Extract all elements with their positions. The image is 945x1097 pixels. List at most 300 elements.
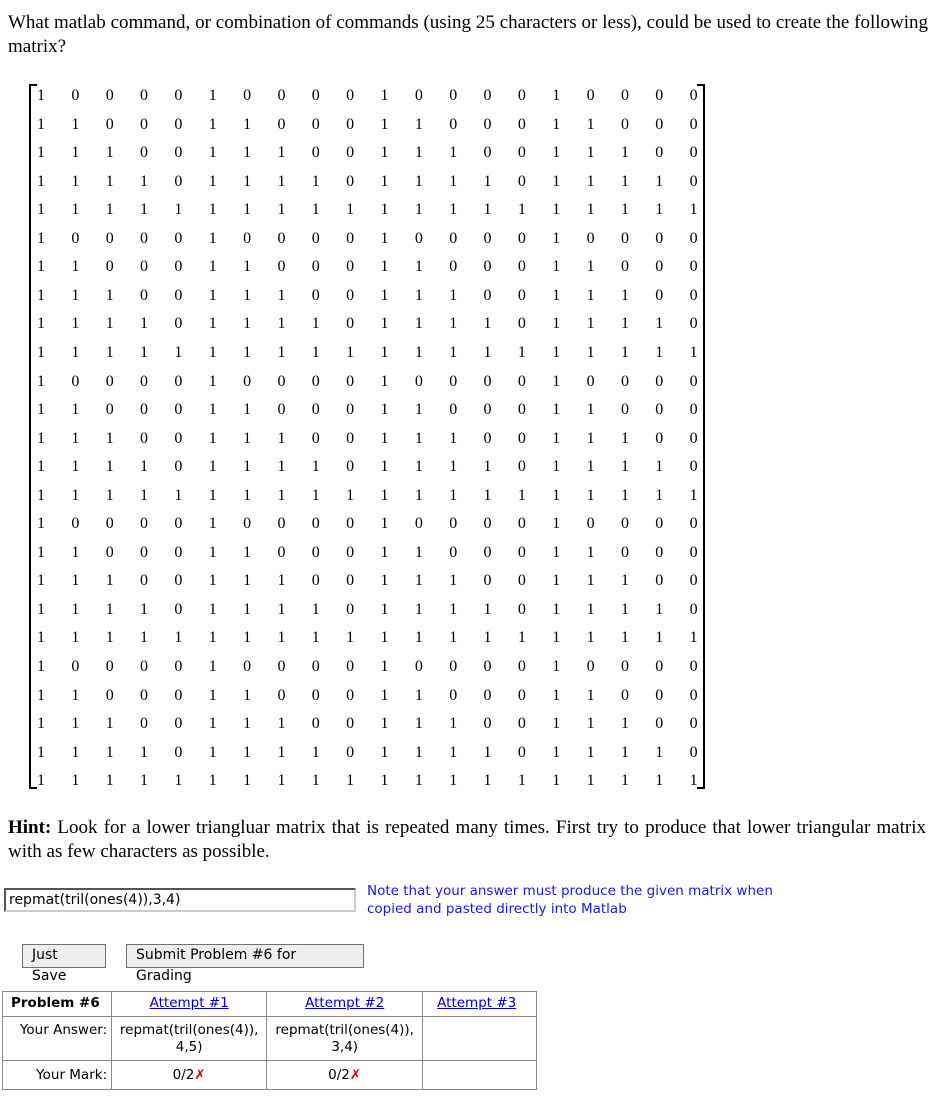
- matrix-cell: 0: [689, 258, 698, 276]
- matrix-cell: 1: [208, 686, 217, 704]
- your-answer-label: Your Answer:: [3, 1017, 112, 1061]
- matrix-cell: 0: [174, 372, 183, 390]
- matrix-cell: 0: [517, 515, 526, 533]
- matrix-cell: 0: [243, 515, 252, 533]
- matrix-cell: 1: [243, 600, 252, 618]
- matrix-cell: 1: [346, 629, 355, 647]
- matrix-cell: 0: [243, 658, 252, 675]
- matrix-cell: 1: [689, 486, 698, 504]
- matrix-cell: 1: [277, 458, 286, 476]
- matrix-cell: 1: [346, 772, 355, 790]
- matrix-cell: 1: [208, 743, 217, 761]
- matrix-cell: 1: [483, 172, 492, 190]
- matrix-cell: 1: [620, 486, 629, 504]
- matrix-cell: 0: [655, 87, 664, 104]
- matrix-cell: 1: [380, 686, 389, 704]
- matrix-cell: 1: [243, 629, 252, 647]
- matrix-cell: 0: [277, 658, 286, 675]
- matrix-cell: 0: [483, 87, 492, 104]
- attempt-2-answer-line1: repmat(tril(ones(4)),: [275, 1022, 414, 1038]
- matrix-cell: 1: [37, 629, 45, 647]
- matrix-cell: 0: [346, 172, 355, 190]
- attempt-2-link[interactable]: Attempt #2: [305, 995, 385, 1011]
- matrix-cell: 1: [449, 486, 458, 504]
- matrix-cell: 1: [243, 715, 252, 733]
- matrix-cell: 1: [620, 600, 629, 618]
- matrix-cell: 1: [552, 343, 561, 361]
- matrix-cell: 1: [483, 458, 492, 476]
- matrix-cell: 0: [277, 115, 286, 133]
- matrix-cell: 0: [311, 115, 320, 133]
- matrix-cell: 1: [208, 772, 217, 790]
- matrix-cell: 1: [380, 401, 389, 419]
- matrix-cell: 0: [346, 115, 355, 133]
- matrix-cell: 1: [552, 172, 561, 190]
- matrix-cell: 1: [174, 629, 183, 647]
- matrix-cell: 1: [414, 629, 423, 647]
- matrix-cell: 1: [105, 201, 114, 219]
- matrix-cell: 0: [277, 87, 286, 104]
- matrix-cell: 0: [483, 515, 492, 533]
- matrix-cell: 1: [414, 401, 423, 419]
- matrix-cell: 0: [174, 172, 183, 190]
- matrix-cell: 1: [105, 629, 114, 647]
- matrix-cell: 0: [311, 229, 320, 247]
- matrix-cell: 0: [277, 229, 286, 247]
- matrix-cell: 1: [37, 715, 45, 733]
- wrong-x-icon: ✗: [194, 1067, 206, 1083]
- matrix-cell: 1: [311, 486, 320, 504]
- matrix-cell: 0: [346, 87, 355, 104]
- matrix-cell: 1: [208, 229, 217, 247]
- attempt-1-answer: [112, 1017, 267, 1061]
- matrix-cell: 0: [311, 572, 320, 590]
- matrix-cell: 1: [140, 343, 149, 361]
- matrix-cell: 1: [586, 458, 595, 476]
- matrix-cell: 1: [208, 458, 217, 476]
- matrix-cell: 1: [37, 486, 45, 504]
- matrix-cell: 1: [311, 458, 320, 476]
- matrix-cell: 1: [208, 543, 217, 561]
- matrix-cell: 1: [449, 743, 458, 761]
- matrix-cell: 1: [208, 715, 217, 733]
- matrix-cell: 1: [105, 144, 114, 162]
- matrix-cell: 1: [552, 743, 561, 761]
- matrix-cell: 0: [517, 315, 526, 333]
- matrix-cell: 0: [655, 715, 664, 733]
- matrix-cell: 1: [620, 201, 629, 219]
- matrix-cell: 1: [174, 201, 183, 219]
- matrix-cell: 0: [517, 600, 526, 618]
- matrix-cell: 1: [37, 743, 45, 761]
- matrix-cell: 1: [174, 486, 183, 504]
- matrix-cell: 0: [517, 372, 526, 390]
- matrix-cell: 1: [449, 343, 458, 361]
- matrix-cell: 0: [174, 515, 183, 533]
- matrix-cell: 1: [208, 629, 217, 647]
- matrix-cell: 1: [105, 172, 114, 190]
- matrix-cell: 1: [655, 201, 664, 219]
- matrix-cell: 0: [140, 543, 149, 561]
- matrix-cell: 0: [346, 715, 355, 733]
- matrix-cell: 1: [380, 486, 389, 504]
- matrix-cell: 0: [174, 401, 183, 419]
- matrix-cell: 1: [243, 743, 252, 761]
- matrix-cell: 1: [586, 715, 595, 733]
- matrix-cell: 1: [105, 715, 114, 733]
- matrix-cell: 1: [71, 201, 80, 219]
- matrix-cell: 0: [449, 543, 458, 561]
- matrix-cell: 1: [586, 258, 595, 276]
- matrix-cell: 1: [449, 572, 458, 590]
- matrix-cell: 1: [620, 715, 629, 733]
- matrix-cell: 0: [414, 372, 423, 390]
- matrix-cell: 1: [140, 743, 149, 761]
- matrix-cell: 1: [552, 515, 561, 533]
- matrix-cell: 0: [414, 87, 423, 104]
- matrix-cell: 0: [346, 543, 355, 561]
- matrix-cell: 1: [140, 201, 149, 219]
- matrix-cell: 0: [346, 572, 355, 590]
- matrix-cell: 0: [689, 401, 698, 419]
- matrix-cell: 1: [552, 543, 561, 561]
- matrix-cell: 1: [586, 172, 595, 190]
- answer-input[interactable]: repmat(tril(ones(4)),3,4): [4, 888, 356, 912]
- matrix-cell: 1: [552, 87, 561, 104]
- matrix-cell: 1: [655, 343, 664, 361]
- matrix-cell: 1: [105, 458, 114, 476]
- matrix-cell: 1: [243, 144, 252, 162]
- matrix-cell: 1: [105, 572, 114, 590]
- matrix-cell: 1: [208, 144, 217, 162]
- matrix-cell: 1: [208, 572, 217, 590]
- matrix-cell: 1: [586, 343, 595, 361]
- matrix-cell: 1: [243, 429, 252, 447]
- matrix-cell: 1: [449, 458, 458, 476]
- matrix-cell: 0: [449, 686, 458, 704]
- matrix-cell: 1: [449, 715, 458, 733]
- matrix-cell: 0: [277, 372, 286, 390]
- matrix-cell: 1: [380, 229, 389, 247]
- matrix-cell: 1: [414, 172, 423, 190]
- matrix-cell: 1: [552, 115, 561, 133]
- matrix-cell: 1: [37, 515, 45, 533]
- matrix-cell: 0: [174, 87, 183, 104]
- matrix-cell: 1: [620, 343, 629, 361]
- matrix-cell: 1: [243, 772, 252, 790]
- matrix-cell: 1: [140, 172, 149, 190]
- matrix-cell: 1: [586, 572, 595, 590]
- matrix-cell: 0: [483, 429, 492, 447]
- matrix-cell: 1: [277, 772, 286, 790]
- matrix-cell: 0: [277, 543, 286, 561]
- matrix-cell: 1: [655, 172, 664, 190]
- matrix-cell: 1: [37, 372, 45, 390]
- matrix-cell: 1: [174, 343, 183, 361]
- matrix-cell: 1: [552, 429, 561, 447]
- matrix-cell: 1: [243, 543, 252, 561]
- matrix-cell: 1: [37, 87, 45, 104]
- matrix-cell: 0: [689, 543, 698, 561]
- matrix-cell: 1: [655, 743, 664, 761]
- matrix-cell: 0: [174, 743, 183, 761]
- matrix-cell: 1: [208, 315, 217, 333]
- matrix-cell: 1: [277, 486, 286, 504]
- matrix-cell: 0: [483, 286, 492, 304]
- matrix-cell: 1: [277, 201, 286, 219]
- matrix-cell: 1: [71, 401, 80, 419]
- attempt-2-answer-line2: 3,4): [331, 1039, 359, 1055]
- matrix-cell: 1: [277, 743, 286, 761]
- attempt-2-answer: [267, 1017, 423, 1061]
- matrix-cell: 0: [140, 372, 149, 390]
- matrix-cell: 0: [277, 258, 286, 276]
- matrix-cell: 1: [243, 486, 252, 504]
- matrix-cell: 0: [620, 515, 629, 533]
- marks-row: [3, 1061, 537, 1090]
- matrix-cell: 1: [243, 343, 252, 361]
- matrix-cell: 1: [71, 258, 80, 276]
- matrix-cell: 1: [243, 572, 252, 590]
- matrix-cell: 0: [311, 429, 320, 447]
- matrix-cell: 1: [552, 401, 561, 419]
- matrix-cell: 0: [655, 401, 664, 419]
- matrix-cell: 1: [277, 715, 286, 733]
- matrix-cell: 0: [449, 229, 458, 247]
- matrix-cell: 1: [517, 629, 526, 647]
- matrix-cell: 0: [174, 715, 183, 733]
- matrix-cell: 1: [586, 772, 595, 790]
- matrix-cell: 1: [449, 772, 458, 790]
- matrix-cell: 1: [208, 658, 217, 675]
- matrix-cell: 1: [414, 429, 423, 447]
- matrix-cell: 1: [105, 315, 114, 333]
- matrix-cell: 1: [380, 658, 389, 675]
- matrix-cell: 1: [37, 543, 45, 561]
- attempt-1-mark-value: 0/2: [172, 1067, 195, 1083]
- matrix-cell: 0: [517, 229, 526, 247]
- matrix-cell: 1: [208, 515, 217, 533]
- matrix-cell: 0: [140, 286, 149, 304]
- matrix-cell: 1: [243, 458, 252, 476]
- matrix-cell: 0: [243, 87, 252, 104]
- matrix-cell: 0: [346, 686, 355, 704]
- matrix-cell: 1: [37, 229, 45, 247]
- matrix-cell: 0: [346, 258, 355, 276]
- matrix-cell: 1: [208, 201, 217, 219]
- matrix-cell: 0: [689, 458, 698, 476]
- matrix-cell: 1: [105, 772, 114, 790]
- matrix-cell: 0: [689, 658, 698, 675]
- matrix-cell: 0: [105, 401, 114, 419]
- matrix-cell: 0: [71, 372, 80, 390]
- matrix-cell: 0: [346, 658, 355, 675]
- matrix-cell: 1: [655, 772, 664, 790]
- matrix-cell: 1: [208, 87, 217, 104]
- answers-row: [3, 1017, 537, 1061]
- attempt-1-mark: [112, 1061, 267, 1090]
- matrix-cell: 1: [586, 600, 595, 618]
- matrix-cell: 1: [449, 629, 458, 647]
- matrix-cell: 1: [380, 629, 389, 647]
- matrix-cell: 1: [586, 629, 595, 647]
- matrix-cell: 0: [655, 515, 664, 533]
- matrix-cell: 0: [517, 572, 526, 590]
- attempt-3-link[interactable]: Attempt #3: [437, 995, 517, 1011]
- matrix-cell: 0: [517, 686, 526, 704]
- matrix-cell: 0: [517, 115, 526, 133]
- matrix-cell: 1: [552, 201, 561, 219]
- just-save-button[interactable]: Just Save: [22, 944, 106, 968]
- matrix-cell: 0: [586, 229, 595, 247]
- matrix-cell: 1: [71, 600, 80, 618]
- attempt-3-answer: [423, 1017, 537, 1061]
- matrix-cell: 1: [552, 715, 561, 733]
- matrix-cell: 1: [277, 600, 286, 618]
- matrix-cell: 1: [586, 686, 595, 704]
- matrix-cell: 1: [243, 115, 252, 133]
- matrix-cell: 0: [517, 144, 526, 162]
- submit-button[interactable]: Submit Problem #6 for Grading: [126, 944, 364, 968]
- matrix-cell: 1: [380, 87, 389, 104]
- matrix-cell: 0: [620, 115, 629, 133]
- answer-note: Note that your answer must produce the given matrix when copied and pasted directly into Matlab: [367, 883, 773, 917]
- matrix-cell: 0: [311, 401, 320, 419]
- matrix-cell: 0: [140, 658, 149, 675]
- matrix-cell: 0: [483, 144, 492, 162]
- matrix-cell: 1: [414, 743, 423, 761]
- matrix-cell: 1: [37, 772, 45, 790]
- matrix-cell: 0: [105, 658, 114, 675]
- matrix-cell: 0: [689, 429, 698, 447]
- matrix-cell: 0: [449, 87, 458, 104]
- matrix-cell: 0: [483, 715, 492, 733]
- matrix-cell: 0: [346, 515, 355, 533]
- matrix-cell: 1: [414, 600, 423, 618]
- matrix-cell: 1: [71, 772, 80, 790]
- matrix-cell: 1: [517, 343, 526, 361]
- matrix-cell: 1: [71, 486, 80, 504]
- matrix-cell: 1: [311, 772, 320, 790]
- matrix-cell: 1: [277, 286, 286, 304]
- question-text: What matlab command, or combination of commands (using 25 characters or less), could be used to create the following matrix?: [8, 12, 928, 57]
- matrix-cell: 1: [105, 286, 114, 304]
- matrix-cell: 1: [37, 343, 45, 361]
- matrix-cell: 1: [380, 458, 389, 476]
- matrix-cell: 1: [517, 201, 526, 219]
- matrix-cell: 1: [37, 115, 45, 133]
- matrix-cell: 1: [380, 543, 389, 561]
- matrix-cell: 0: [655, 686, 664, 704]
- matrix-cell: 1: [37, 172, 45, 190]
- matrix-cell: 0: [140, 429, 149, 447]
- wrong-x-icon: ✗: [349, 1067, 362, 1083]
- matrix-cell: 0: [311, 372, 320, 390]
- matrix-cell: 1: [655, 315, 664, 333]
- matrix-cell: 1: [208, 429, 217, 447]
- matrix-cell: 0: [655, 572, 664, 590]
- matrix-cell: 1: [380, 715, 389, 733]
- matrix-cell: 0: [655, 429, 664, 447]
- matrix-cell: 1: [71, 343, 80, 361]
- matrix-cell: 1: [277, 343, 286, 361]
- matrix-cell: 0: [689, 172, 698, 190]
- attempt-1-link[interactable]: Attempt #1: [149, 995, 229, 1011]
- matrix-cell: 1: [277, 572, 286, 590]
- matrix-cell: 0: [689, 686, 698, 704]
- matrix-cell: 1: [37, 258, 45, 276]
- matrix-cell: 0: [655, 229, 664, 247]
- matrix-cell: 1: [483, 772, 492, 790]
- matrix-cell: 0: [346, 600, 355, 618]
- matrix-cell: 1: [311, 600, 320, 618]
- matrix-cell: 0: [346, 286, 355, 304]
- matrix-cell: 1: [140, 629, 149, 647]
- matrix-cell: 1: [174, 772, 183, 790]
- matrix-cell: 1: [37, 429, 45, 447]
- matrix-cell: 0: [346, 315, 355, 333]
- matrix-cell: 1: [414, 201, 423, 219]
- matrix-cell: 0: [586, 658, 595, 675]
- matrix-cell: 1: [380, 343, 389, 361]
- matrix-cell: 0: [414, 658, 423, 675]
- matrix-cell: 0: [311, 87, 320, 104]
- matrix-cell: 1: [243, 315, 252, 333]
- matrix-cell: 0: [311, 258, 320, 276]
- matrix-cell: 0: [655, 144, 664, 162]
- matrix-cell: 1: [414, 315, 423, 333]
- matrix-cell: 0: [586, 372, 595, 390]
- matrix-cell: 1: [483, 743, 492, 761]
- matrix-cell: 1: [71, 458, 80, 476]
- matrix-cell: 0: [140, 87, 149, 104]
- matrix-cell: 0: [655, 543, 664, 561]
- matrix-cell: 0: [620, 87, 629, 104]
- matrix-cell: 0: [311, 686, 320, 704]
- matrix-cell: 0: [517, 543, 526, 561]
- matrix-cell: 0: [689, 515, 698, 533]
- matrix-cell: 1: [140, 486, 149, 504]
- matrix-cell: 1: [208, 343, 217, 361]
- matrix-cell: 0: [174, 258, 183, 276]
- matrix-cell: 0: [174, 115, 183, 133]
- matrix-cell: 1: [277, 172, 286, 190]
- hint-label: Hint:: [8, 817, 52, 838]
- matrix-cell: 1: [71, 144, 80, 162]
- matrix-cell: 0: [105, 515, 114, 533]
- matrix-cell: 1: [414, 258, 423, 276]
- matrix-cell: 0: [517, 401, 526, 419]
- matrix-cell: 1: [689, 201, 698, 219]
- matrix-cell: 0: [243, 229, 252, 247]
- matrix-cell: 1: [483, 486, 492, 504]
- matrix-cell: 0: [311, 658, 320, 675]
- matrix-cell: 1: [517, 772, 526, 790]
- matrix-cell: 1: [586, 401, 595, 419]
- matrix-cell: 1: [552, 258, 561, 276]
- matrix-cell: 0: [655, 372, 664, 390]
- matrix-cell: 1: [586, 315, 595, 333]
- matrix-cell: 0: [174, 429, 183, 447]
- matrix-cell: 1: [655, 600, 664, 618]
- matrix-cell: 0: [483, 686, 492, 704]
- matrix-cell: 0: [449, 658, 458, 675]
- matrix-cell: 1: [380, 515, 389, 533]
- matrix-cell: 0: [346, 372, 355, 390]
- matrix-cell: 0: [105, 87, 114, 104]
- matrix-cell: 1: [586, 115, 595, 133]
- matrix-cell: 0: [620, 258, 629, 276]
